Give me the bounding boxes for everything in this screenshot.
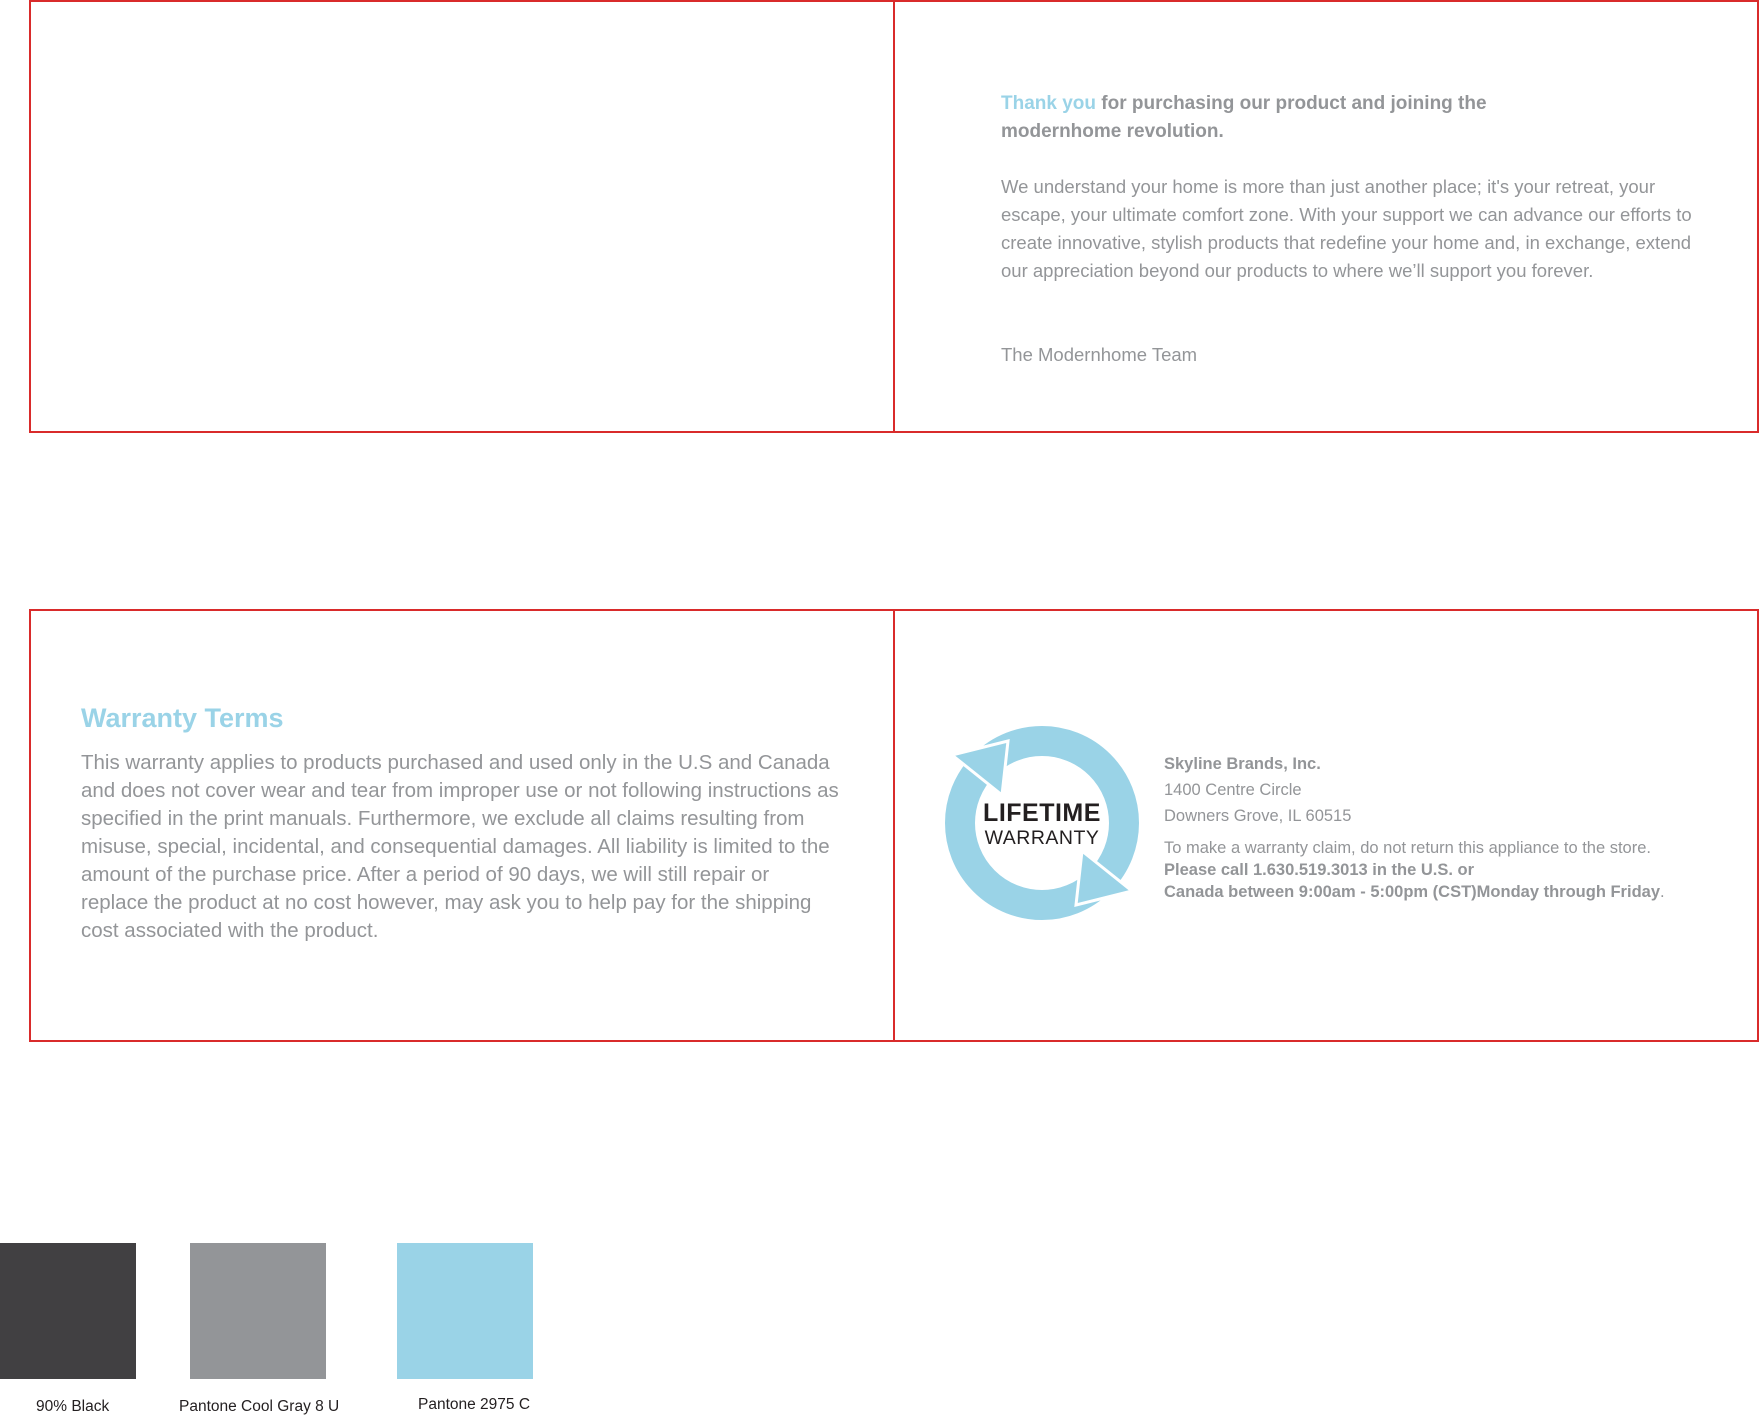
call-line: Please call 1.630.519.3013 in the U.S. or [1164, 861, 1475, 879]
swatch-label-blue: Pantone 2975 C [418, 1396, 531, 1413]
swatch-90-black [0, 1243, 136, 1379]
hours-line-wrap [1164, 881, 1724, 903]
claim-instructions [1164, 837, 1724, 903]
thank-you-heading-rest: for purchasing our product and joining the modernhome revolution. [1001, 93, 1487, 142]
swatch-pantone-2975 [397, 1243, 533, 1379]
panel-company-info [893, 609, 1759, 1042]
company-name: Skyline Brands, Inc. [1164, 755, 1321, 773]
warranty-body: This warranty applies to products purchased and used only in the U.S and Canada and does not cover wear and tear from improper use or not following instructions as specified in the print manuals. Furthermore, we exclude all claims resulting from misuse, special, incidental, and consequential damages. All liability is limited to the amount of the purchase price. After a period of 90 days, we will still repair or replace the product at no cost however, may ask you to help pay for the shipping cost associated with the product. [81, 751, 839, 942]
warranty-title: Warranty Terms [81, 703, 284, 733]
badge-line-1: LIFETIME [983, 799, 1101, 827]
thank-you-signature: The Modernhome Team [1001, 344, 1198, 365]
lifetime-warranty-badge [942, 723, 1142, 923]
hours-line: Canada between 9:00am - 5:00pm (CST)Monday through Friday [1164, 883, 1660, 901]
claim-line: To make a warranty claim, do not return this appliance to the store. [1164, 839, 1651, 857]
badge-line-2: WARRANTY [984, 827, 1100, 849]
company-address-2: Downers Grove, IL 60515 [1164, 807, 1352, 825]
thank-you-accent: Thank you [1001, 93, 1097, 114]
thank-you-body: We understand your home is more than just another place; it's your retreat, your escape, your ultimate comfort zone. With your support we can advance our efforts to create innovative, stylish products that redefine your home and, in exchange, extend our appreciation beyond our products to where we’ll support you forever. [1001, 176, 1692, 281]
thank-you-heading [1001, 90, 1561, 146]
swatch-label-black: 90% Black [36, 1398, 110, 1415]
swatch-label-gray: Pantone Cool Gray 8 U [179, 1398, 340, 1415]
company-block [1164, 751, 1724, 903]
company-address-1: 1400 Centre Circle [1164, 781, 1302, 799]
hours-line-end: . [1660, 883, 1665, 901]
panel-thank-you [893, 0, 1759, 433]
panel-top-left [29, 0, 895, 433]
panel-warranty-terms [29, 609, 895, 1042]
swatch-cool-gray [190, 1243, 326, 1379]
